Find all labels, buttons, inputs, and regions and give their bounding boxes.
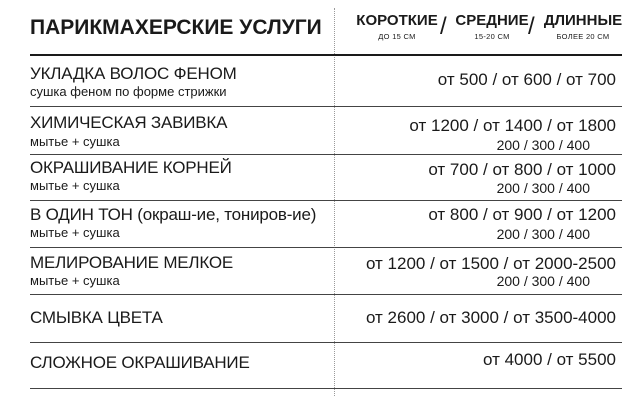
service-row (30, 64, 630, 106)
service-wash-price: 200 / 300 / 400 (496, 226, 590, 242)
service-wash-price: 200 / 300 / 400 (496, 273, 590, 289)
page-title: ПАРИКМАХЕРСКИЕ УСЛУГИ (30, 16, 322, 39)
service-row (30, 113, 630, 153)
row-divider (30, 106, 622, 107)
column-long (536, 10, 630, 42)
column-short-label: КОРОТКИЕ (356, 12, 438, 29)
service-name: ХИМИЧЕСКАЯ ЗАВИВКА (30, 113, 228, 132)
row-divider (30, 342, 622, 343)
service-name: СМЫВКА ЦВЕТА (30, 308, 163, 327)
service-name: В ОДИН ТОН (окраш-ие, тониров-ие) (30, 205, 317, 224)
service-price: от 800 / от 900 / от 1200 (428, 205, 616, 224)
column-medium-note: 15-20 СМ (474, 32, 510, 41)
service-price: от 1200 / от 1400 / от 1800 (409, 116, 616, 135)
column-medium (448, 10, 536, 42)
column-short (348, 10, 446, 42)
header-rule (30, 54, 622, 56)
service-price: от 500 / от 600 / от 700 (437, 70, 616, 89)
service-price: от 700 / от 800 / от 1000 (428, 160, 616, 179)
service-name: УКЛАДКА ВОЛОС ФЕНОМ (30, 64, 237, 83)
service-subname: мытье + сушка (30, 134, 120, 149)
service-subname: мытье + сушка (30, 273, 120, 288)
service-row (30, 306, 630, 336)
service-subname: мытье + сушка (30, 178, 120, 193)
column-long-label: ДЛИННЫЕ (543, 12, 623, 29)
row-divider (30, 247, 622, 248)
row-divider (30, 388, 622, 389)
column-short-note: ДО 15 СМ (378, 32, 416, 41)
service-wash-price: 200 / 300 / 400 (496, 137, 590, 153)
row-divider (30, 200, 622, 201)
service-row (30, 205, 630, 247)
service-subname: мытье + сушка (30, 225, 120, 240)
service-name: СЛОЖНОЕ ОКРАШИВАНИЕ (30, 353, 250, 372)
service-row (30, 253, 630, 295)
service-wash-price: 200 / 300 / 400 (496, 180, 590, 196)
column-long-note: БОЛЕЕ 20 СМ (556, 32, 610, 41)
column-headers (340, 10, 640, 54)
row-divider (30, 294, 622, 295)
service-price: от 1200 / от 1500 / от 2000-2500 (365, 254, 616, 273)
service-name: ОКРАШИВАНИЕ КОРНЕЙ (30, 158, 232, 177)
column-separator: / (440, 13, 447, 40)
row-divider (30, 154, 622, 155)
service-row (30, 158, 630, 200)
service-row (30, 350, 630, 380)
service-name: МЕЛИРОВАНИЕ МЕЛКОЕ (30, 253, 234, 272)
column-separator: / (528, 13, 535, 40)
service-price: от 4000 / от 5500 (483, 350, 616, 369)
service-subname: сушка феном по форме стрижки (30, 84, 227, 99)
column-medium-label: СРЕДНИЕ (455, 12, 529, 29)
service-price: от 2600 / от 3000 / от 3500-4000 (365, 308, 616, 327)
